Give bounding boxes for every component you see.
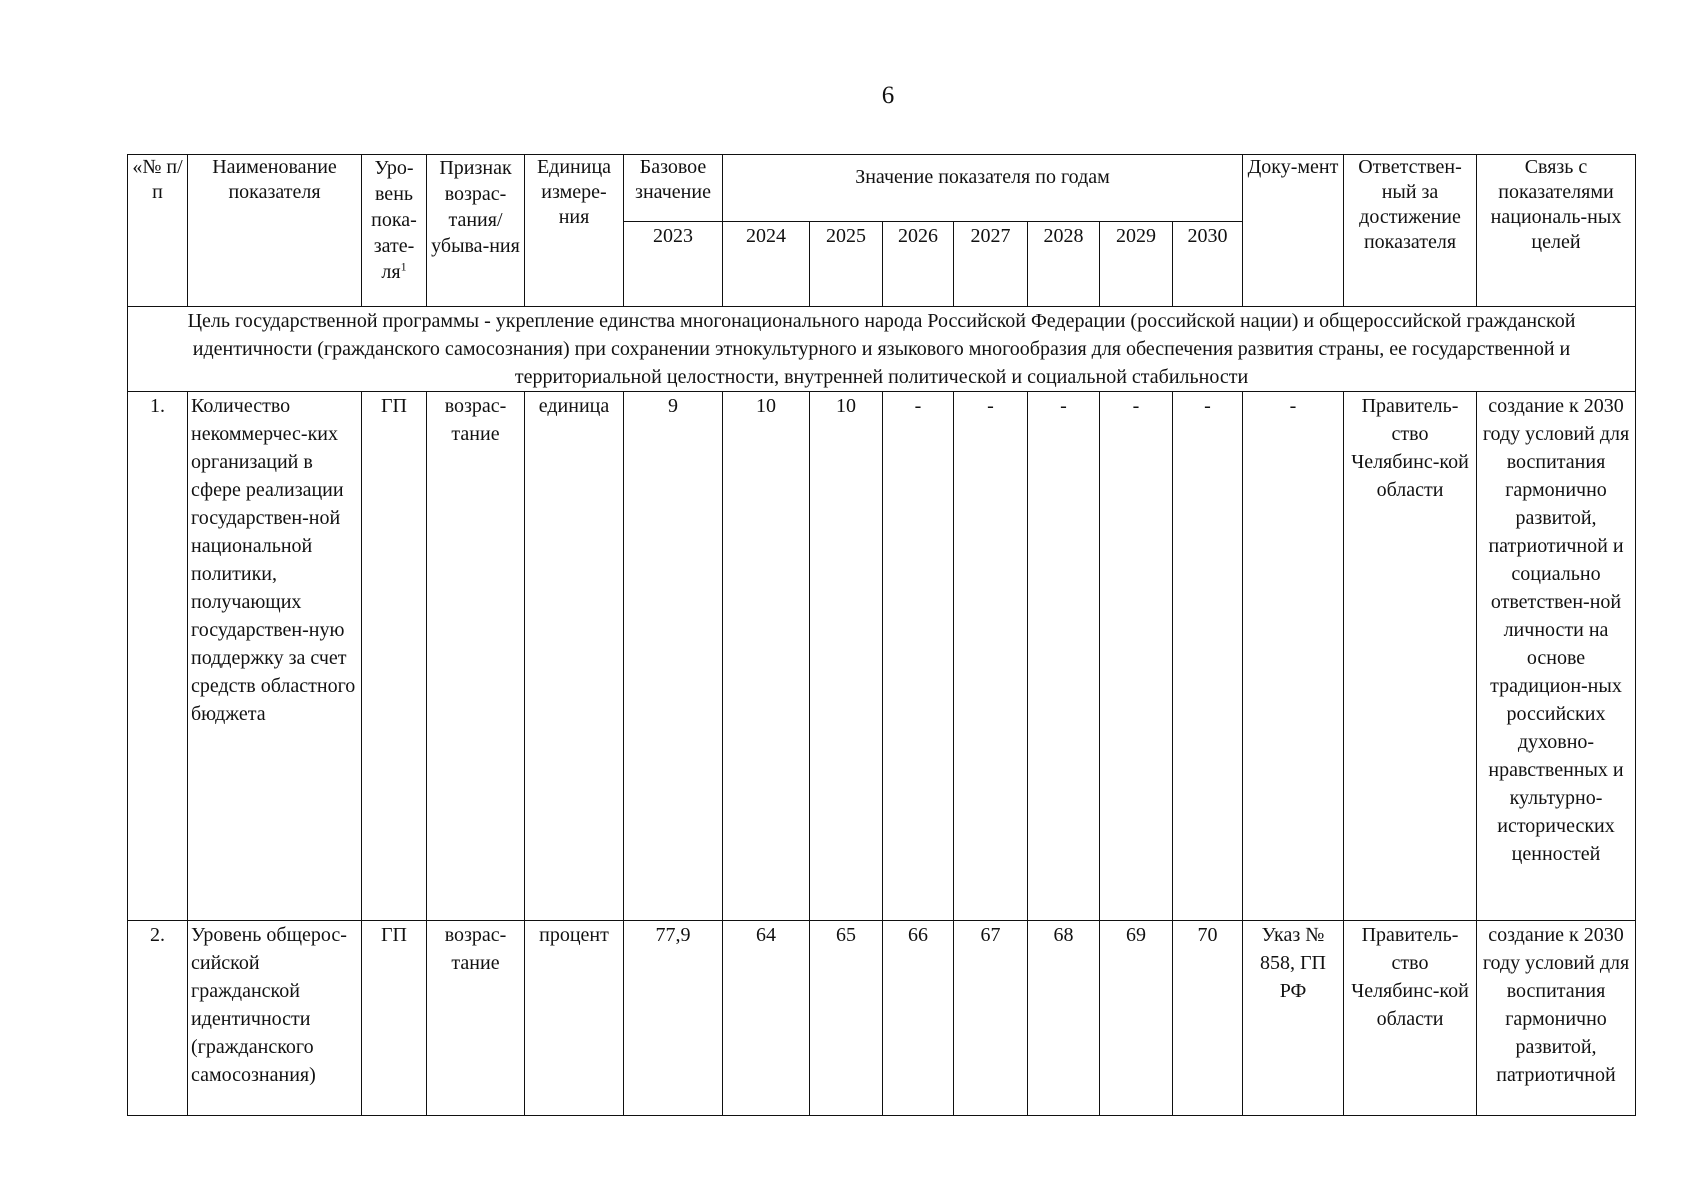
indicator-responsible: Правитель-ство Челябинс-кой области: [1344, 921, 1477, 1116]
year-value: 10: [723, 392, 810, 921]
header-year: 2024: [723, 222, 810, 307]
year-value: -: [1173, 392, 1243, 921]
indicator-level: ГП: [362, 921, 427, 1116]
indicator-unit: единица: [525, 392, 624, 921]
year-value: 64: [723, 921, 810, 1116]
base-value: 77,9: [624, 921, 723, 1116]
indicator-doc: Указ № 858, ГП РФ: [1243, 921, 1344, 1116]
year-value: 67: [954, 921, 1028, 1116]
header-year: 2028: [1028, 222, 1100, 307]
indicator-level: ГП: [362, 392, 427, 921]
year-value: 66: [883, 921, 954, 1116]
header-year: 2025: [810, 222, 883, 307]
year-value: -: [1100, 392, 1173, 921]
indicator-trend: возрас-тание: [427, 392, 525, 921]
header-year: 2030: [1173, 222, 1243, 307]
base-value: 9: [624, 392, 723, 921]
header-name: Наименование показателя: [188, 155, 362, 307]
page-number: 6: [881, 82, 895, 109]
year-value: 68: [1028, 921, 1100, 1116]
header-year: 2026: [883, 222, 954, 307]
goal-row: [128, 307, 1636, 392]
program-goal: Цель государственной программы - укрепление единства многонационального народа Российской Федерации (российской нации) и общероссийской гражданской идентичности (гражданского самосознания) при сохранении этнокультурного и языкового многообразия для обеспечения развития страны, ее государственной и территориальной целостности, внутренней политической и социальной стабильности: [128, 307, 1636, 392]
indicator-name: Количество некоммерчес-ких организаций в сфере реализации государствен-ной национальной политики, получающих государствен-ную поддержку за счет средств областного бюджета: [188, 392, 362, 921]
header-link: Связь с показателями националь-ных целей: [1477, 155, 1636, 307]
table-row: [128, 392, 1636, 921]
year-value: 65: [810, 921, 883, 1116]
indicator-trend: возрас-тание: [427, 921, 525, 1116]
indicator-link: создание к 2030 году условий для воспитания гармонично развитой, патриотичной и социально ответствен-ной личности на основе традицион-ных российских духовно-нравственных и культурно-исторических ценностей: [1477, 392, 1636, 921]
indicator-name: Уровень общерос-сийской гражданской идентичности (гражданского самосознания): [188, 921, 362, 1116]
header-doc: Доку-мент: [1243, 155, 1344, 307]
indicators-table: [127, 154, 1636, 1116]
header-level-text: Уро-вень пока-зате-ля: [371, 157, 417, 283]
header-row-1: [128, 155, 1636, 222]
header-level-footnote: 1: [400, 259, 407, 274]
header-num: «№ п/п: [128, 155, 188, 307]
indicator-link: создание к 2030 году условий для воспитания гармонично развитой, патриотичной: [1477, 921, 1636, 1116]
indicator-unit: процент: [525, 921, 624, 1116]
indicator-responsible: Правитель-ство Челябинс-кой области: [1344, 392, 1477, 921]
header-unit: Единица измере-ния: [525, 155, 624, 307]
row-num: 1.: [128, 392, 188, 921]
row-num: 2.: [128, 921, 188, 1116]
header-values-by-year: Значение показателя по годам: [723, 155, 1243, 222]
header-level: [362, 155, 427, 307]
year-value: -: [954, 392, 1028, 921]
header-base: Базовое значение: [624, 155, 723, 222]
year-value: -: [883, 392, 954, 921]
year-value: -: [1028, 392, 1100, 921]
header-year: 2029: [1100, 222, 1173, 307]
header-resp: Ответствен-ный за достижение показателя: [1344, 155, 1477, 307]
table-row: [128, 921, 1636, 1116]
header-year: 2027: [954, 222, 1028, 307]
header-trend: Признак возрас-тания/ убыва-ния: [427, 155, 525, 307]
year-value: 69: [1100, 921, 1173, 1116]
year-value: 10: [810, 392, 883, 921]
year-value: 70: [1173, 921, 1243, 1116]
header-base-year: 2023: [624, 222, 723, 307]
indicator-doc: -: [1243, 392, 1344, 921]
